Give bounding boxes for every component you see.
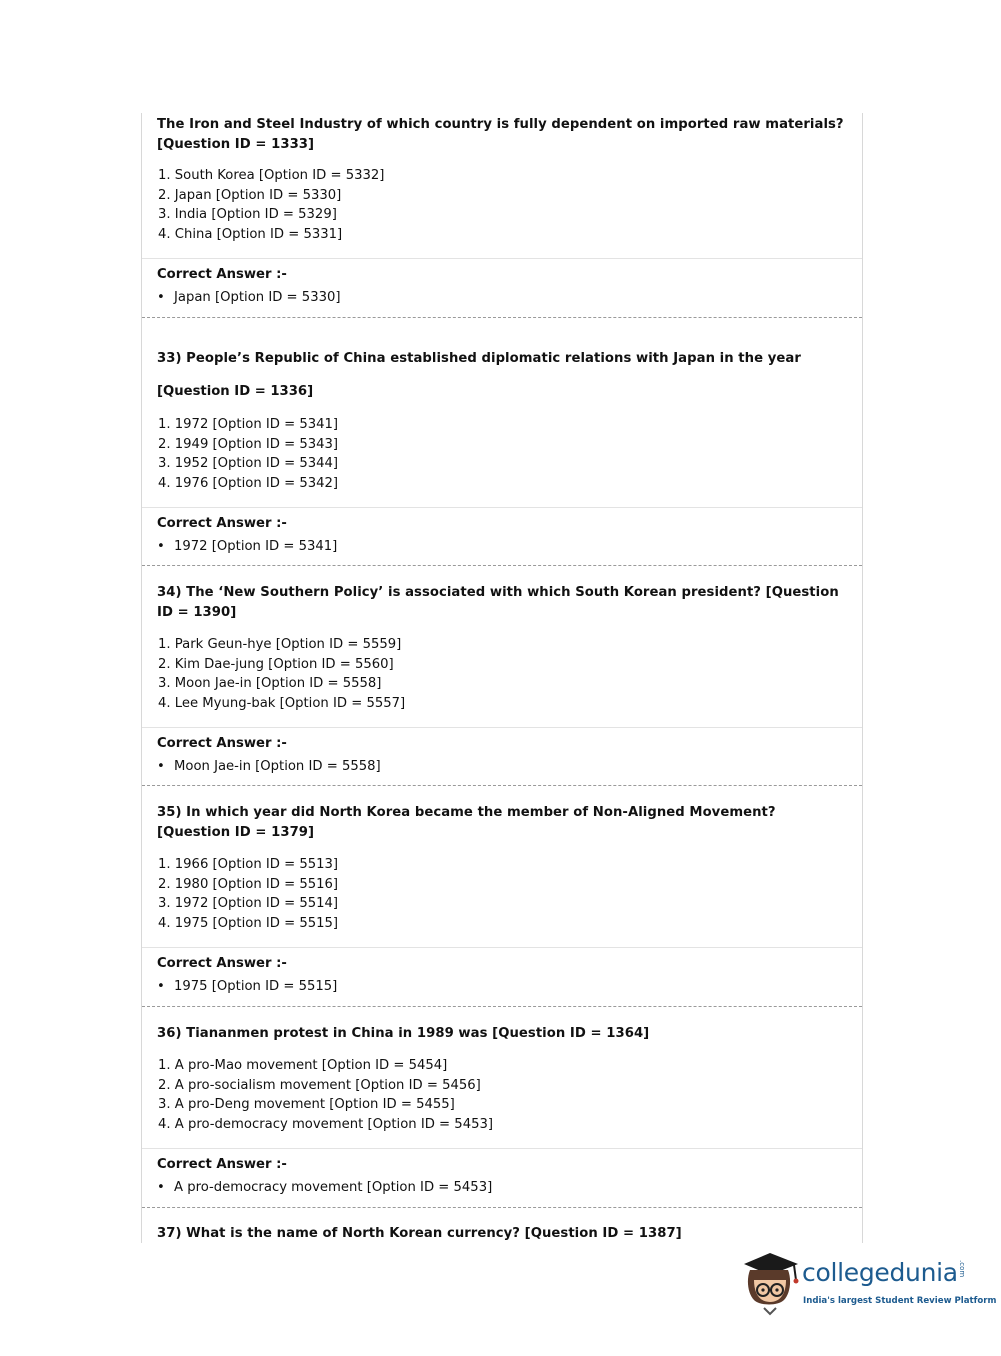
correct-answer-text: Japan [Option ID = 5330] bbox=[174, 290, 341, 305]
option-item: 4. Lee Myung-bak [Option ID = 5557] bbox=[158, 695, 406, 711]
section-divider bbox=[142, 727, 862, 728]
bullet-icon: • bbox=[157, 759, 165, 774]
bullet-icon: • bbox=[157, 539, 165, 554]
logo-wordmark: collegedunia bbox=[802, 1258, 958, 1287]
correct-answer bbox=[157, 537, 337, 556]
option-item: 1. 1966 [Option ID = 5513] bbox=[158, 857, 339, 872]
correct-answer-label: Correct Answer :- bbox=[157, 736, 287, 751]
option-item: 2. Kim Dae-jung [Option ID = 5560] bbox=[158, 656, 394, 672]
logo-domain-suffix: .com bbox=[958, 1260, 966, 1278]
question-divider bbox=[142, 565, 862, 566]
correct-answer-label: Correct Answer :- bbox=[157, 956, 287, 971]
correct-answer bbox=[157, 1178, 492, 1197]
question-text: 37) What is the name of North Korean currency? [Question ID = 1387] bbox=[157, 1226, 682, 1241]
correct-answer-text: A pro-democracy movement [Option ID = 5453] bbox=[174, 1180, 493, 1195]
bullet-icon: • bbox=[157, 1180, 165, 1195]
option-item: 4. 1975 [Option ID = 5515] bbox=[158, 915, 339, 931]
section-divider bbox=[142, 258, 862, 259]
question-text: 33) People’s Republic of China established diplomatic relations with Japan in the year bbox=[157, 351, 801, 366]
option-item: 4. A pro-democracy movement [Option ID = 5453] bbox=[158, 1116, 494, 1132]
options-list bbox=[158, 635, 405, 713]
options-list bbox=[158, 415, 338, 493]
option-item: 3. A pro-Deng movement [Option ID = 5455] bbox=[158, 1097, 455, 1113]
correct-answer bbox=[157, 757, 381, 776]
option-item: 4. China [Option ID = 5331] bbox=[158, 226, 343, 242]
option-item: 4. 1976 [Option ID = 5342] bbox=[158, 475, 339, 491]
option-item: 2. Japan [Option ID = 5330] bbox=[158, 187, 342, 203]
bullet-icon: • bbox=[157, 290, 165, 305]
correct-answer bbox=[157, 977, 337, 996]
logo-tagline: India's largest Student Review Platform bbox=[803, 1296, 997, 1306]
option-item: 3. 1972 [Option ID = 5514] bbox=[158, 896, 339, 912]
correct-answer-text: 1972 [Option ID = 5341] bbox=[174, 539, 338, 554]
correct-answer bbox=[157, 288, 341, 307]
option-item: 2. A pro-socialism movement [Option ID = 5456] bbox=[158, 1077, 481, 1093]
options-list bbox=[158, 1056, 493, 1134]
mascot-graduate-icon bbox=[740, 1250, 802, 1318]
question-text: 36) Tiananmen protest in China in 1989 was [Question ID = 1364] bbox=[157, 1026, 650, 1041]
option-item: 1. Park Geun-hye [Option ID = 5559] bbox=[158, 637, 402, 652]
correct-answer-text: 1975 [Option ID = 5515] bbox=[174, 979, 338, 994]
section-divider bbox=[142, 947, 862, 948]
bullet-icon: • bbox=[157, 979, 165, 994]
option-item: 1. A pro-Mao movement [Option ID = 5454] bbox=[158, 1058, 448, 1073]
section-divider bbox=[142, 1148, 862, 1149]
correct-answer-label: Correct Answer :- bbox=[157, 267, 287, 282]
question-text: 35) In which year did North Korea became the member of Non-Aligned Movement? [Question ID = 1379] bbox=[157, 805, 776, 840]
option-item: 3. Moon Jae-in [Option ID = 5558] bbox=[158, 676, 382, 692]
question-divider bbox=[142, 785, 862, 786]
correct-answer-label: Correct Answer :- bbox=[157, 516, 287, 531]
options-list bbox=[158, 166, 384, 244]
options-list bbox=[158, 855, 338, 933]
section-divider bbox=[142, 507, 862, 508]
correct-answer-label: Correct Answer :- bbox=[157, 1157, 287, 1172]
question-sheet bbox=[141, 113, 863, 1243]
question-text: 34) The ‘New Southern Policy’ is associated with which South Korean president? [Question ID = 1390] bbox=[157, 585, 839, 620]
question-divider bbox=[142, 1006, 862, 1007]
question-id: [Question ID = 1336] bbox=[157, 384, 314, 399]
collegedunia-logo[interactable] bbox=[740, 1250, 997, 1320]
option-item: 3. 1952 [Option ID = 5344] bbox=[158, 456, 339, 472]
question-text: The Iron and Steel Industry of which country is fully dependent on imported raw materials? [Question ID = 1333] bbox=[157, 117, 844, 152]
option-item: 1. South Korea [Option ID = 5332] bbox=[158, 168, 385, 183]
question-divider bbox=[142, 317, 862, 318]
option-item: 2. 1980 [Option ID = 5516] bbox=[158, 876, 339, 892]
option-item: 2. 1949 [Option ID = 5343] bbox=[158, 436, 339, 452]
question-divider bbox=[142, 1207, 862, 1208]
option-item: 3. India [Option ID = 5329] bbox=[158, 207, 337, 223]
correct-answer-text: Moon Jae-in [Option ID = 5558] bbox=[174, 759, 381, 774]
option-item: 1. 1972 [Option ID = 5341] bbox=[158, 417, 339, 432]
